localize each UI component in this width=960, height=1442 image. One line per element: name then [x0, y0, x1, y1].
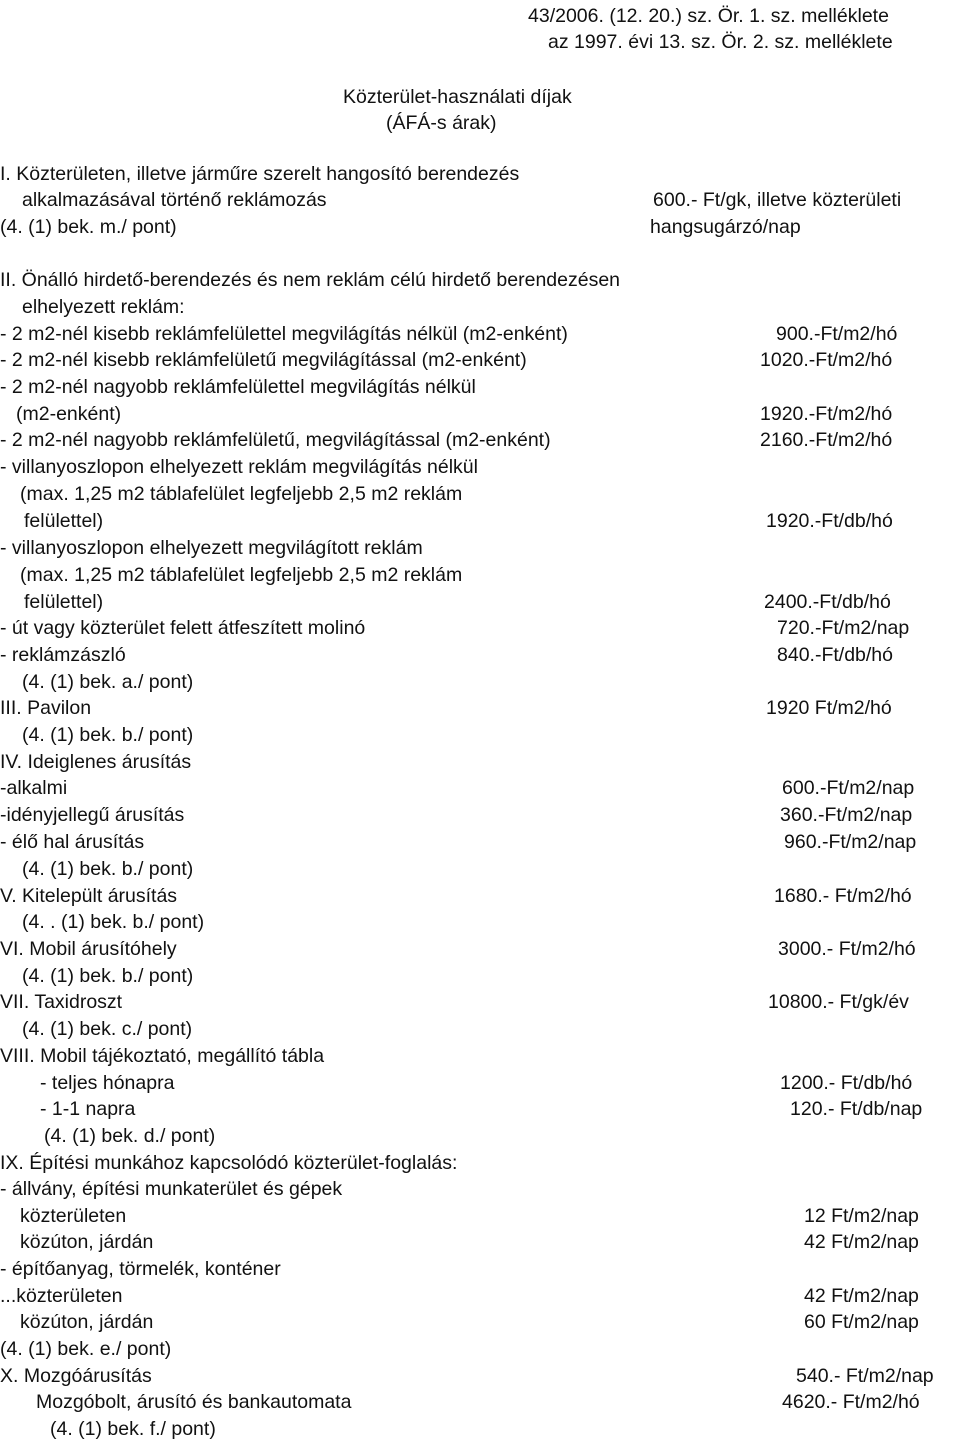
section2-row2: - 2 m2-nél kisebb reklámfelületű megvilágítással (m2-enként) — [0, 349, 527, 371]
section2-row1: - 2 m2-nél kisebb reklámfelülettel megvilágítás nélkül (m2-enként) — [0, 323, 568, 345]
section8-row2: - 1-1 napra — [40, 1098, 136, 1120]
section2-price5: 1920.-Ft/db/hó — [766, 510, 893, 532]
section2-row5-cont1: (max. 1,25 m2 táblafelület legfeljebb 2,5 m2 reklám — [20, 483, 463, 505]
section2-row3: - 2 m2-nél nagyobb reklámfelülettel megvilágítás nélkül — [0, 376, 476, 398]
section4-row3: - élő hal árusítás — [0, 831, 145, 853]
section9-price5: 42 Ft/m2/nap — [804, 1285, 919, 1307]
section8-heading: VIII. Mobil tájékoztató, megállító tábla — [0, 1045, 325, 1067]
section9-row4: - építőanyag, törmelék, konténer — [0, 1258, 281, 1280]
section2-row5: - villanyoszlopon elhelyezett reklám megvilágítás nélkül — [0, 456, 478, 478]
section4-heading: IV. Ideiglenes árusítás — [0, 751, 192, 773]
section6-reference: (4. (1) bek. b./ pont) — [22, 965, 194, 987]
section2-row6-cont2: felülettel) — [24, 591, 104, 613]
section3-heading: III. Pavilon — [0, 697, 92, 719]
page-title: Közterület-használati díjak — [343, 86, 572, 108]
section9-price2: 12 Ft/m2/nap — [804, 1205, 919, 1227]
section5-price: 1680.- Ft/m2/hó — [774, 885, 912, 907]
section7-heading: VII. Taxidroszt — [0, 991, 123, 1013]
section10-row1: Mozgóbolt, árusító és bankautomata — [36, 1391, 352, 1413]
section2-row3-cont: (m2-enként) — [16, 403, 122, 425]
section7-price: 10800.- Ft/gk/év — [768, 991, 909, 1013]
section2-price4: 2160.-Ft/m2/hó — [760, 429, 893, 451]
section1-line2: alkalmazásával történő reklámozás — [22, 189, 327, 211]
section6-heading: VI. Mobil árusítóhely — [0, 938, 177, 960]
section10-heading: X. Mozgóárusítás — [0, 1365, 152, 1387]
section2-row6-cont1: (max. 1,25 m2 táblafelület legfeljebb 2,5 m2 reklám — [20, 564, 463, 586]
section9-row6: közúton, járdán — [20, 1311, 154, 1333]
annex-reference-1: 43/2006. (12. 20.) sz. Ör. 1. sz. melléklete — [528, 5, 889, 27]
section5-reference: (4. . (1) bek. b./ pont) — [22, 911, 205, 933]
section8-row1: - teljes hónapra — [40, 1072, 175, 1094]
section2-price6: 2400.-Ft/db/hó — [764, 591, 891, 613]
section9-row5: ...közterületen — [0, 1285, 123, 1307]
section3-price: 1920 Ft/m2/hó — [766, 697, 892, 719]
section2-price1: 900.-Ft/m2/hó — [776, 323, 898, 345]
section2-price8: 840.-Ft/db/hó — [777, 644, 893, 666]
section9-row3: közúton, járdán — [20, 1231, 154, 1253]
section6-price: 3000.- Ft/m2/hó — [778, 938, 916, 960]
section9-row1: - állvány, építési munkaterület és gépek — [0, 1178, 343, 1200]
section2-heading: II. Önálló hirdető-berendezés és nem reklám célú hirdető berendezésen — [0, 269, 621, 291]
section2-heading-cont: elhelyezett reklám: — [22, 296, 185, 318]
section4-price1: 600.-Ft/m2/nap — [782, 777, 915, 799]
section1-price: 600.- Ft/gk, illetve közterületi — [653, 189, 902, 211]
section9-price6: 60 Ft/m2/nap — [804, 1311, 919, 1333]
section9-reference: (4. (1) bek. e./ pont) — [0, 1338, 172, 1360]
section1-line1: I. Közterületen, illetve járműre szerelt hangosító berendezés — [0, 163, 520, 185]
section1-price-unit: hangsugárzó/nap — [650, 216, 801, 238]
section8-price1: 1200.- Ft/db/hó — [780, 1072, 913, 1094]
section10-price1: 540.- Ft/m2/nap — [796, 1365, 934, 1387]
section2-row6: - villanyoszlopon elhelyezett megvilágított reklám — [0, 537, 423, 559]
page-subtitle: (ÁFÁ-s árak) — [386, 112, 497, 134]
section1-reference: (4. (1) bek. m./ pont) — [0, 216, 177, 238]
section8-reference: (4. (1) bek. d./ pont) — [44, 1125, 216, 1147]
section2-row4: - 2 m2-nél nagyobb reklámfelületű, megvilágítással (m2-enként) — [0, 429, 551, 451]
section4-reference: (4. (1) bek. b./ pont) — [22, 858, 194, 880]
section10-reference: (4. (1) bek. f./ pont) — [50, 1418, 216, 1440]
section2-price3: 1920.-Ft/m2/hó — [760, 403, 893, 425]
section2-price2: 1020.-Ft/m2/hó — [760, 349, 893, 371]
section8-price2: 120.- Ft/db/nap — [790, 1098, 923, 1120]
section4-price2: 360.-Ft/m2/nap — [780, 804, 913, 826]
section9-heading: IX. Építési munkához kapcsolódó közterület-foglalás: — [0, 1152, 458, 1174]
section9-price3: 42 Ft/m2/nap — [804, 1231, 919, 1253]
section9-row2: közterületen — [20, 1205, 127, 1227]
section4-price3: 960.-Ft/m2/nap — [784, 831, 917, 853]
section4-row2: -idényjellegű árusítás — [0, 804, 185, 826]
section7-reference: (4. (1) bek. c./ pont) — [22, 1018, 193, 1040]
section3-reference: (4. (1) bek. b./ pont) — [22, 724, 194, 746]
section2-row8: - reklámzászló — [0, 644, 126, 666]
section10-price2: 4620.- Ft/m2/hó — [782, 1391, 920, 1413]
section5-heading: V. Kitelepült árusítás — [0, 885, 178, 907]
section2-reference: (4. (1) bek. a./ pont) — [22, 671, 194, 693]
section2-row7: - út vagy közterület felett átfeszített molinó — [0, 617, 366, 639]
section4-row1: -alkalmi — [0, 777, 68, 799]
section2-price7: 720.-Ft/m2/nap — [777, 617, 910, 639]
annex-reference-2: az 1997. évi 13. sz. Ör. 2. sz. melléklete — [548, 31, 893, 53]
section2-row5-cont2: felülettel) — [24, 510, 104, 532]
